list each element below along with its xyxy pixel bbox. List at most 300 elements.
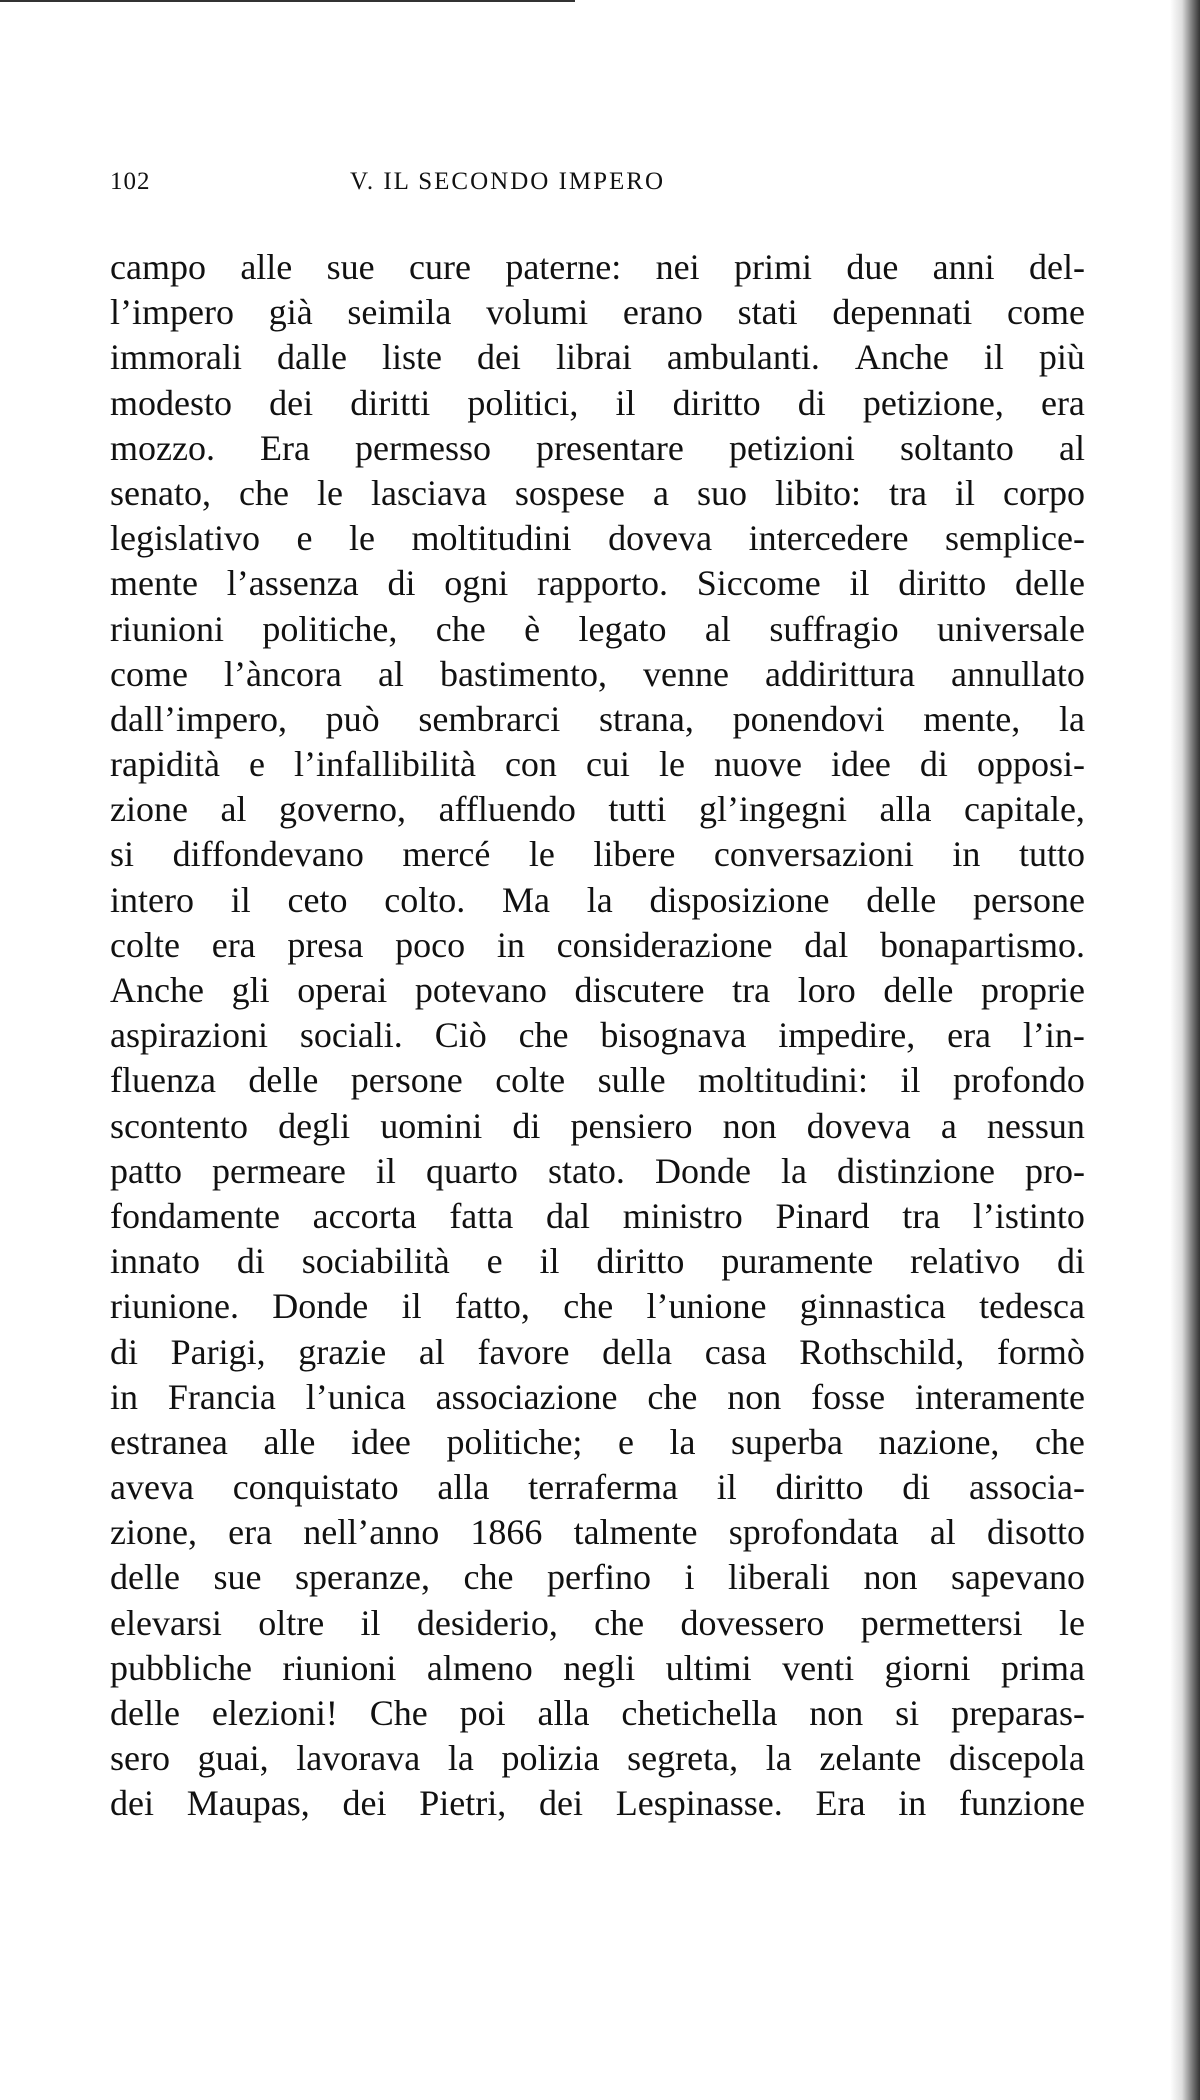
word: Era: [815, 1783, 866, 1824]
word: era: [947, 1015, 992, 1056]
word: al: [929, 1512, 956, 1553]
word: segreta,: [627, 1738, 739, 1779]
word: bonapartismo.: [880, 924, 1085, 965]
word: tra: [902, 1195, 941, 1236]
word: interamente: [915, 1376, 1085, 1417]
word: elezioni!: [211, 1693, 338, 1733]
word: si: [895, 1693, 920, 1733]
word: l’infallibilità: [293, 744, 476, 785]
text-line: [110, 1149, 1085, 1194]
word: conquistato: [232, 1467, 399, 1508]
word: distinzione: [836, 1150, 995, 1191]
word: rapporto.: [537, 563, 668, 604]
word: sero: [110, 1738, 170, 1779]
word: Anche: [854, 337, 949, 378]
text-line: [110, 878, 1085, 923]
word: rapidità: [110, 744, 220, 785]
word: loro: [797, 970, 856, 1010]
word: lavorava: [296, 1738, 421, 1779]
word: tutto: [1018, 834, 1085, 875]
word: di: [919, 744, 948, 785]
word: semplice-: [945, 518, 1085, 559]
word: librai: [555, 337, 632, 378]
word: in: [952, 834, 981, 875]
word: di: [110, 1331, 139, 1372]
word: già: [268, 292, 313, 333]
word: Lespinasse.: [615, 1783, 783, 1824]
word: affluendo: [438, 789, 576, 830]
word: Rothschild,: [799, 1331, 965, 1372]
word: delle: [110, 1557, 180, 1598]
word: Pietri,: [419, 1783, 507, 1824]
word: presa: [287, 924, 364, 965]
word: Siccome: [696, 563, 821, 604]
word: Maupas,: [186, 1783, 310, 1824]
running-header: [110, 168, 1085, 208]
word: l’istinto: [972, 1195, 1085, 1236]
word: presentare: [536, 427, 684, 468]
word: la: [447, 1738, 474, 1779]
word: Anche: [110, 970, 204, 1010]
word: la: [765, 1738, 792, 1779]
word: paterne:: [505, 247, 622, 287]
word: gli: [231, 970, 270, 1010]
word: speranze,: [295, 1557, 430, 1598]
word: fosse: [811, 1376, 886, 1417]
word: che: [594, 1602, 645, 1643]
word: almeno: [426, 1647, 533, 1688]
word: l’assenza: [226, 563, 359, 604]
word: profondo: [952, 1060, 1085, 1101]
word: impedire,: [778, 1015, 916, 1056]
page-number: 102: [110, 168, 151, 195]
word: petizioni: [728, 427, 855, 468]
word: nuove: [713, 744, 802, 785]
word: sociali.: [299, 1015, 403, 1056]
word: la: [586, 879, 613, 920]
text-line: [110, 1239, 1085, 1284]
word: giorni: [884, 1647, 971, 1688]
word: diritto: [898, 563, 987, 604]
word: riunioni: [282, 1647, 397, 1688]
word: delle: [110, 1693, 180, 1733]
word: libere: [593, 834, 676, 875]
text-line: [110, 1736, 1085, 1781]
word: il: [615, 382, 636, 423]
word: colto.: [384, 879, 466, 920]
word: il: [539, 1241, 560, 1282]
word: di: [1056, 1241, 1085, 1282]
word: sospese: [514, 472, 625, 513]
word: funzione: [959, 1783, 1085, 1824]
word: permettersi: [860, 1602, 1023, 1643]
word: dei: [110, 1783, 154, 1824]
word: sembrarci: [418, 698, 561, 739]
word: dal: [546, 1195, 590, 1236]
word: al: [220, 789, 247, 830]
word: delle: [883, 970, 954, 1010]
word: e: [617, 1421, 634, 1462]
text-line: [110, 697, 1085, 742]
word: proprie: [981, 970, 1085, 1010]
word: bastimento,: [439, 653, 607, 694]
word: moltitudini: [411, 518, 572, 559]
word: permesso: [355, 427, 491, 468]
word: prima: [1000, 1647, 1085, 1688]
word: potevano: [414, 970, 547, 1010]
word: delle: [248, 1060, 319, 1101]
word: l’impero: [110, 292, 234, 333]
word: polizia: [501, 1738, 600, 1779]
word: grazie: [298, 1331, 387, 1372]
word: fondamente: [110, 1195, 280, 1236]
word: aveva: [110, 1467, 194, 1508]
word: che: [563, 1286, 614, 1327]
word: dalle: [276, 337, 347, 378]
word: del-: [1029, 247, 1085, 287]
text-line: [110, 923, 1085, 968]
word: fluenza: [110, 1060, 216, 1101]
word: universale: [937, 608, 1085, 649]
text-line: [110, 561, 1085, 606]
word: dal: [804, 924, 849, 965]
word: annullato: [950, 653, 1085, 694]
word: preparas-: [951, 1693, 1085, 1733]
body-text: [110, 245, 1085, 1827]
text-line: [110, 471, 1085, 516]
word: aspirazioni: [110, 1015, 268, 1056]
word: Era: [260, 427, 310, 468]
word: dovessero: [680, 1602, 825, 1643]
word: non: [809, 1693, 864, 1733]
word: l’àncora: [224, 653, 342, 694]
text-line: [110, 1781, 1085, 1826]
word: Che: [369, 1693, 428, 1733]
text-line: [110, 290, 1085, 335]
word: l’unione: [646, 1286, 767, 1327]
word: petizione,: [862, 382, 1004, 423]
word: Donde: [654, 1150, 751, 1191]
word: primi: [733, 247, 812, 287]
word: tra: [732, 970, 771, 1010]
word: gl’ingegni: [698, 789, 847, 830]
word: depennati: [832, 292, 973, 333]
word: accorta: [312, 1195, 417, 1236]
word: mente: [110, 563, 198, 604]
word: immorali: [110, 337, 242, 378]
text-line: [110, 245, 1085, 290]
word: ultimi: [665, 1647, 752, 1688]
word: fatta: [449, 1195, 514, 1236]
word: degli: [278, 1105, 351, 1146]
word: dei: [269, 382, 314, 423]
word: nessun: [986, 1105, 1085, 1146]
text-line: [110, 1375, 1085, 1420]
word: di: [236, 1241, 265, 1282]
word: discutere: [574, 970, 705, 1010]
word: discepola: [948, 1738, 1085, 1779]
word: legato: [578, 608, 667, 649]
word: persone: [973, 879, 1085, 920]
word: stato.: [547, 1150, 625, 1191]
word: riunione.: [110, 1286, 239, 1327]
word: favore: [477, 1331, 570, 1372]
word: e: [486, 1241, 503, 1282]
word: le: [349, 518, 376, 559]
word: il: [983, 337, 1004, 378]
word: il: [375, 1150, 396, 1191]
word: talmente: [573, 1512, 698, 1553]
word: corpo: [1003, 472, 1085, 513]
word: con: [504, 744, 557, 785]
word: ginnastica: [799, 1286, 946, 1327]
word: della: [602, 1331, 673, 1372]
word: suffragio: [769, 608, 899, 649]
word: di: [902, 1467, 931, 1508]
word: estranea: [110, 1421, 228, 1462]
word: zione: [110, 789, 188, 830]
word: di: [797, 382, 826, 423]
word: zione,: [110, 1512, 197, 1553]
text-line: [110, 1510, 1085, 1555]
word: e: [248, 744, 265, 785]
word: diffondevano: [172, 834, 364, 875]
word: è: [524, 608, 541, 649]
word: puramente: [721, 1241, 874, 1282]
word: desiderio,: [416, 1602, 558, 1643]
word: fatto,: [454, 1286, 530, 1327]
word: non: [727, 1376, 782, 1417]
word: negli: [563, 1647, 636, 1688]
word: non: [863, 1557, 918, 1598]
word: persone: [350, 1060, 463, 1101]
word: più: [1038, 337, 1085, 378]
text-line: [110, 1013, 1085, 1058]
word: le: [658, 744, 685, 785]
word: che: [647, 1376, 698, 1417]
word: uomini: [380, 1105, 483, 1146]
word: idee: [350, 1421, 411, 1462]
word: di: [387, 563, 416, 604]
word: la: [780, 1150, 807, 1191]
text-line: [110, 1646, 1085, 1691]
word: il: [849, 563, 870, 604]
word: zelante: [819, 1738, 922, 1779]
text-line: [110, 1465, 1085, 1510]
word: terraferma: [528, 1467, 679, 1508]
word: politiche;: [446, 1421, 583, 1462]
word: ministro: [622, 1195, 743, 1236]
word: soltanto: [899, 427, 1014, 468]
text-line: [110, 742, 1085, 787]
word: diritto: [672, 382, 761, 423]
word: nei: [655, 247, 700, 287]
word: Francia: [167, 1376, 276, 1417]
word: tutti: [608, 789, 667, 830]
word: moltitudini:: [698, 1060, 869, 1101]
word: disotto: [986, 1512, 1085, 1553]
word: formò: [996, 1331, 1085, 1372]
word: dall’impero,: [110, 698, 287, 739]
word: il: [716, 1467, 737, 1508]
word: diritti: [350, 382, 431, 423]
word: in: [110, 1376, 139, 1417]
word: 1866: [470, 1512, 543, 1553]
word: pro-: [1024, 1150, 1085, 1191]
word: pensiero: [570, 1105, 693, 1146]
word: al: [418, 1331, 445, 1372]
word: si: [110, 834, 135, 875]
text-line: [110, 516, 1085, 561]
word: al: [377, 653, 404, 694]
word: perfino: [546, 1557, 651, 1598]
word: Ma: [502, 879, 551, 920]
word: alla: [879, 789, 932, 830]
word: il: [230, 879, 251, 920]
word: idee: [830, 744, 891, 785]
word: volumi: [486, 292, 589, 333]
word: relativo: [910, 1241, 1021, 1282]
word: operai: [297, 970, 388, 1010]
word: il: [954, 472, 975, 513]
word: Parigi,: [170, 1331, 266, 1372]
word: chetichella: [621, 1693, 778, 1733]
word: e: [296, 518, 313, 559]
word: ponendovi: [732, 698, 885, 739]
word: intercedere: [748, 518, 909, 559]
word: era: [1040, 382, 1085, 423]
word: in: [898, 1783, 927, 1824]
word: due: [846, 247, 899, 287]
word: capitale,: [964, 789, 1085, 830]
word: il: [900, 1060, 921, 1101]
text-line: [110, 1691, 1085, 1736]
word: la: [1058, 698, 1085, 739]
text-line: [110, 1058, 1085, 1103]
word: che: [463, 1557, 514, 1598]
word: delle: [866, 879, 937, 920]
word: tra: [889, 472, 927, 513]
word: sapevano: [951, 1557, 1085, 1598]
word: mente,: [923, 698, 1021, 739]
text-line: [110, 1330, 1085, 1375]
word: ceto: [287, 879, 348, 920]
word: suo: [696, 472, 747, 513]
word: politiche,: [262, 608, 398, 649]
word: innato: [110, 1241, 200, 1282]
word: alla: [437, 1467, 490, 1508]
word: colte: [110, 924, 180, 965]
word: delle: [1015, 563, 1085, 604]
word: modesto: [110, 382, 232, 423]
word: sue: [213, 1557, 262, 1598]
word: al: [704, 608, 731, 649]
word: a: [652, 472, 669, 513]
word: colte: [495, 1060, 566, 1101]
word: erano: [622, 292, 703, 333]
word: associa-: [969, 1467, 1085, 1508]
word: mozzo.: [110, 427, 215, 468]
word: nell’anno: [303, 1512, 440, 1553]
word: alle: [240, 247, 293, 287]
word: strana,: [598, 698, 694, 739]
word: i: [684, 1557, 695, 1598]
word: di: [512, 1105, 541, 1146]
word: la: [669, 1421, 696, 1462]
word: politici,: [467, 382, 579, 423]
text-line: [110, 426, 1085, 471]
word: poco: [395, 924, 466, 965]
word: elevarsi: [110, 1602, 222, 1643]
word: le: [316, 472, 343, 513]
word: ambulanti.: [666, 337, 820, 378]
word: che: [518, 1015, 569, 1056]
word: il: [360, 1602, 381, 1643]
word: come: [110, 653, 188, 694]
word: governo,: [279, 789, 407, 830]
word: legislativo: [110, 518, 260, 559]
word: doveva: [608, 518, 713, 559]
word: bisognava: [600, 1015, 747, 1056]
word: permeare: [212, 1150, 346, 1191]
word: senato,: [110, 472, 211, 513]
word: venti: [782, 1647, 855, 1688]
text-line: [110, 1420, 1085, 1465]
word: conversazioni: [713, 834, 914, 875]
word: al: [1058, 427, 1085, 468]
word: era: [211, 924, 256, 965]
word: alla: [537, 1693, 590, 1733]
word: sociabilità: [301, 1241, 450, 1282]
word: sue: [326, 247, 375, 287]
word: quarto: [425, 1150, 518, 1191]
word: considerazione: [556, 924, 773, 965]
word: intero: [110, 879, 194, 920]
word: non: [722, 1105, 777, 1146]
word: mercé: [402, 834, 491, 875]
word: oltre: [258, 1602, 325, 1643]
text-line: [110, 1601, 1085, 1646]
word: liberali: [728, 1557, 830, 1598]
word: che: [435, 608, 486, 649]
text-line: [110, 652, 1085, 697]
word: tedesca: [979, 1286, 1085, 1327]
text-line: [110, 1104, 1085, 1149]
word: libito:: [774, 472, 861, 513]
word: può: [325, 698, 380, 739]
word: riunioni: [110, 608, 224, 649]
word: Ciò: [434, 1015, 487, 1056]
text-line: [110, 1194, 1085, 1239]
word: poi: [459, 1693, 506, 1733]
word: addirittura: [764, 653, 915, 694]
word: liste: [381, 337, 442, 378]
text-line: [110, 787, 1085, 832]
word: Donde: [272, 1286, 369, 1327]
text-line: [110, 607, 1085, 652]
word: anni: [932, 247, 995, 287]
word: campo: [110, 247, 206, 287]
text-line: [110, 832, 1085, 877]
word: seimila: [347, 292, 452, 333]
word: sprofondata: [728, 1512, 899, 1553]
word: guai,: [197, 1738, 269, 1779]
word: alle: [263, 1421, 316, 1462]
word: dei: [539, 1783, 583, 1824]
word: le: [528, 834, 555, 875]
word: diritto: [596, 1241, 685, 1282]
word: cure: [409, 247, 471, 287]
